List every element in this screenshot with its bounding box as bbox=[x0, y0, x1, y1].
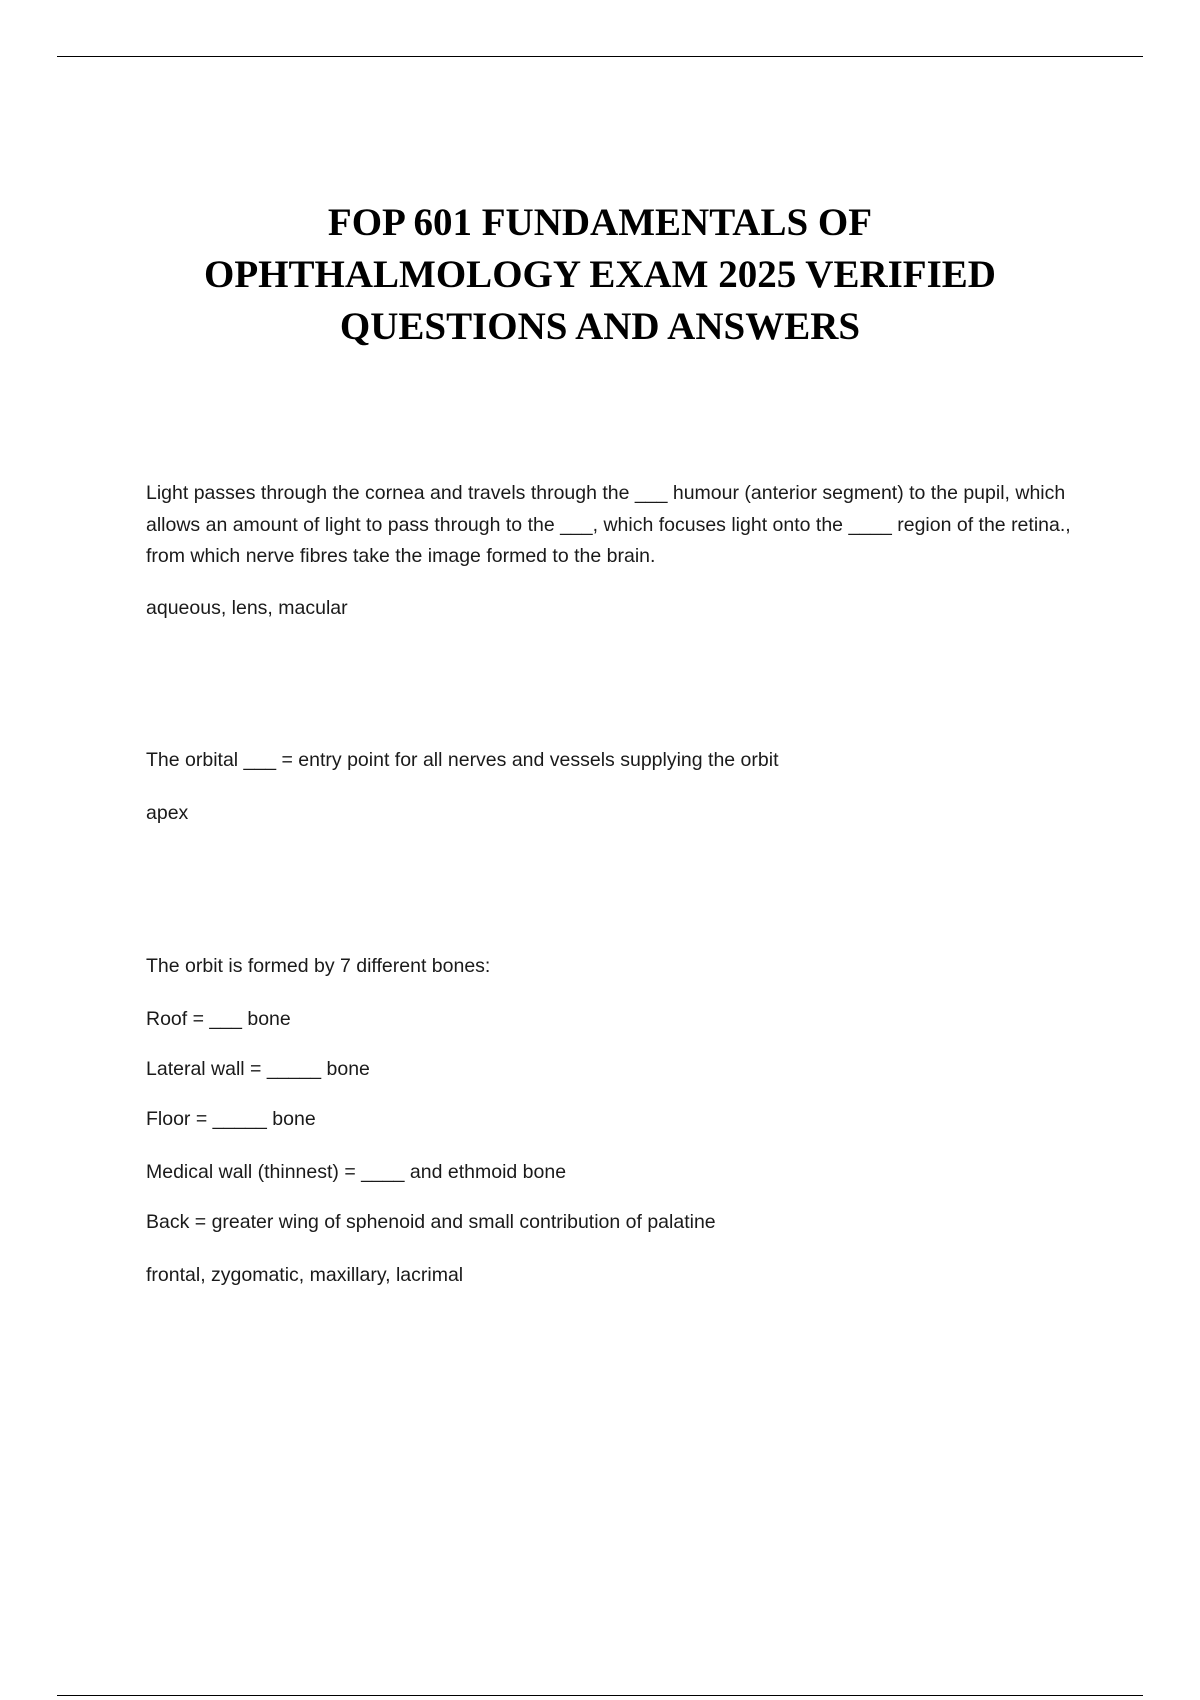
title-line-1: FOP 601 FUNDAMENTALS OF bbox=[327, 201, 873, 244]
question-3-line-lateral-wall: Lateral wall = _____ bone bbox=[146, 1058, 370, 1080]
answer-1: aqueous, lens, macular bbox=[146, 597, 348, 619]
question-3-line-floor: Floor = _____ bone bbox=[146, 1108, 316, 1130]
document-title bbox=[100, 197, 1100, 353]
title-line-2: OPHTHALMOLOGY EXAM 2025 VERIFIED bbox=[204, 253, 996, 296]
question-3-line-medial-wall: Medical wall (thinnest) = ____ and ethmoid bone bbox=[146, 1161, 567, 1183]
question-3-intro: The orbit is formed by 7 different bones: bbox=[146, 955, 491, 977]
answer-3: frontal, zygomatic, maxillary, lacrimal bbox=[146, 1264, 464, 1286]
top-rule bbox=[57, 56, 1143, 57]
bottom-rule bbox=[57, 1695, 1143, 1696]
question-3-line-back: Back = greater wing of sphenoid and small contribution of palatine bbox=[146, 1211, 716, 1233]
answer-2: apex bbox=[146, 802, 189, 824]
question-3-line-roof: Roof = ___ bone bbox=[146, 1008, 291, 1030]
title-line-3: QUESTIONS AND ANSWERS bbox=[339, 305, 861, 348]
question-1-text: Light passes through the cornea and travels through the ___ humour (anterior segment) to the pupil, which allows an amount of light to pass through to the ___, which focuses light onto the ____ region of the retina., from which nerve fibres take the image formed to the brain. bbox=[146, 482, 1071, 567]
question-2-text: The orbital ___ = entry point for all nerves and vessels supplying the orbit bbox=[146, 749, 779, 771]
question-1 bbox=[146, 478, 1086, 573]
